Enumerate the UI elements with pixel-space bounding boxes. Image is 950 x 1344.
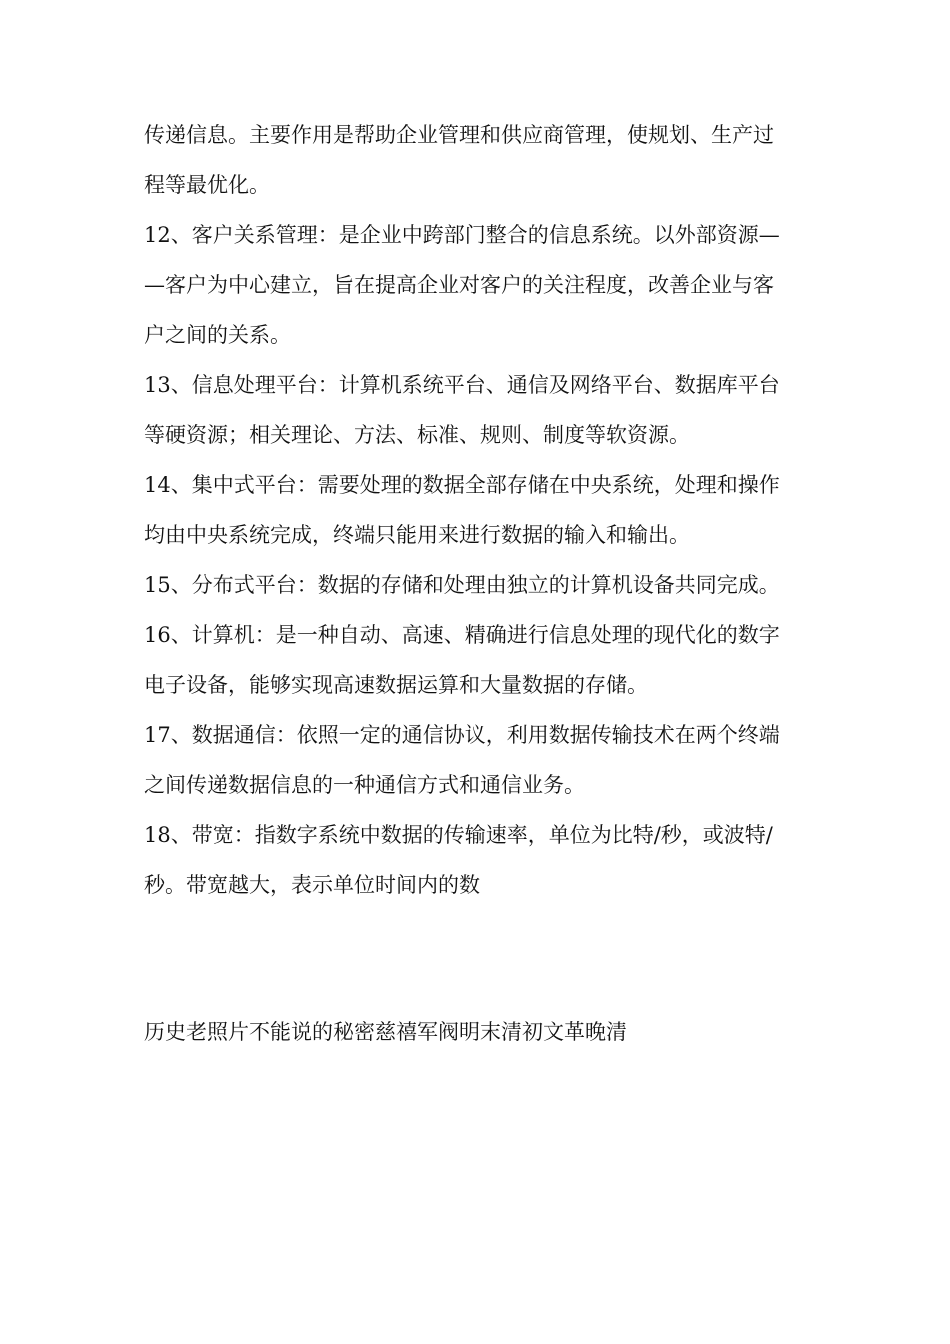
body-text-line: 14、集中式平台：需要处理的数据全部存储在中央系统，处理和操作	[144, 473, 780, 497]
body-text-line: —客户为中心建立，旨在提高企业对客户的关注程度，改善企业与客	[144, 273, 774, 297]
body-text-line: 均由中央系统完成，终端只能用来进行数据的输入和输出。	[144, 523, 690, 547]
body-text-line: 15、分布式平台：数据的存储和处理由独立的计算机设备共同完成。	[144, 573, 780, 597]
body-text-line: 17、数据通信：依照一定的通信协议，利用数据传输技术在两个终端	[144, 723, 780, 747]
body-text-line: 之间传递数据信息的一种通信方式和通信业务。	[144, 773, 585, 797]
body-text-line: 传递信息。主要作用是帮助企业管理和供应商管理，使规划、生产过	[144, 123, 774, 147]
body-text-line: 程等最优化。	[144, 173, 270, 197]
body-text-line: 16、计算机：是一种自动、高速、精确进行信息处理的现代化的数字	[144, 623, 780, 647]
body-text-line: 电子设备，能够实现高速数据运算和大量数据的存储。	[144, 673, 648, 697]
body-text-line: 户之间的关系。	[144, 323, 291, 347]
body-text-line: 秒。带宽越大，表示单位时间内的数	[144, 873, 480, 897]
body-text-line: 12、客户关系管理：是企业中跨部门整合的信息系统。以外部资源—	[144, 223, 780, 247]
footer-text-line: 历史老照片不能说的秘密慈禧军阀明末清初文革晚清	[144, 1020, 627, 1044]
body-text-line: 等硬资源；相关理论、方法、标准、规则、制度等软资源。	[144, 423, 690, 447]
body-text-line: 18、带宽：指数字系统中数据的传输速率，单位为比特/秒，或波特/	[144, 823, 773, 847]
body-text-line: 13、信息处理平台：计算机系统平台、通信及网络平台、数据库平台	[144, 373, 780, 397]
